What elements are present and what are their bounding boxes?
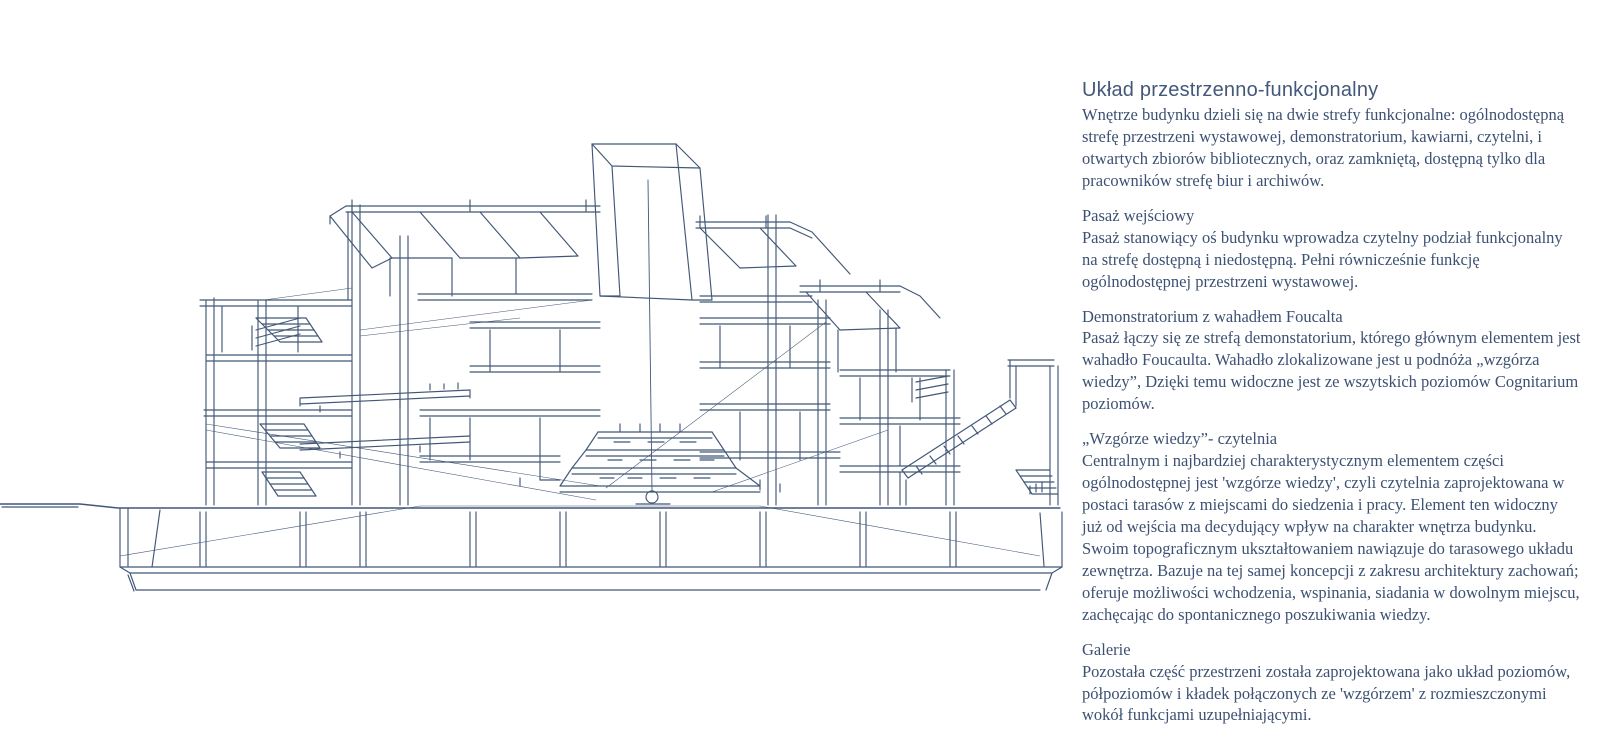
section-heading: „Wzgórze wiedzy”- czytelnia — [1082, 429, 1278, 449]
description-column — [1082, 78, 1582, 733]
section-body: Centralnym i najbardziej charakterystycznym elementem części ogólnodostępnej jest 'wzgórze wiedzy', czyli czytelnia zaprojektowana w postaci tarasów z miejscami do siedzenia i pracy. Element ten widoczny już od wejścia ma decydujący wpływ na charakter wnętrza budynku. Swoim topograficznym ukształtowaniem nawiązuje do tarasowego układu zewnętrza. Bazuje na tej samej koncepcji z zakresu architektury zachowań; oferuje możliwości wchodzenia, wspinania, siadania w dowolnym miejscu, zachęcając do spontanicznego poszukiwania wiedzy. — [1082, 451, 1580, 624]
section-body: Pasaż stanowiący oś budynku wprowadza czytelny podział funkcjonalny na strefę dostępną i niedostępną. Pełni równicześnie funkcję ogólnodostępnej przestrzeni wystawowej. — [1082, 227, 1563, 291]
section-demonstratorium — [1082, 306, 1582, 416]
section-heading: Demonstratorium z wahadłem Foucalta — [1082, 306, 1343, 326]
intro-section — [1082, 78, 1582, 192]
section-wzgorze-wiedzy — [1082, 428, 1582, 625]
section-heading: Galerie — [1082, 639, 1131, 659]
section-heading: Pasaż wejściowy — [1082, 205, 1195, 225]
section-body: Pasaż łączy się ze strefą demonstatorium, którego głównym elementem jest wahadło Foucaulta. Wahadło zlokalizowane jest u podnóża „wzgórza wiedzy”, Dzięki temu widoczne jest ze wszytskich poziomów Cognitarium poziomów. — [1082, 328, 1581, 414]
section-pasaz-wejsciowy — [1082, 205, 1582, 293]
section-body: Pozostała część przestrzeni została zaprojektowana jako układ poziomów, półpoziomów i kładek połączonych ze 'wzgórzem' z rozmieszczonymi wokół funkcjami uzupełniającymi. — [1082, 661, 1571, 725]
page-title: Układ przestrzenno-funkcjonalny — [1082, 79, 1379, 101]
intro-body: Wnętrze budynku dzieli się na dwie strefy funkcjonalne: ogólnodostępną strefę przestrzeni wystawowej, demonstratorium, kawiarni, czytelni, i otwartych zbiorów bibliotecznych, oraz zamkniętą, dostępną tylko dla pracowników strefę biur i archiwów. — [1082, 105, 1565, 190]
section-galerie — [1082, 639, 1582, 727]
